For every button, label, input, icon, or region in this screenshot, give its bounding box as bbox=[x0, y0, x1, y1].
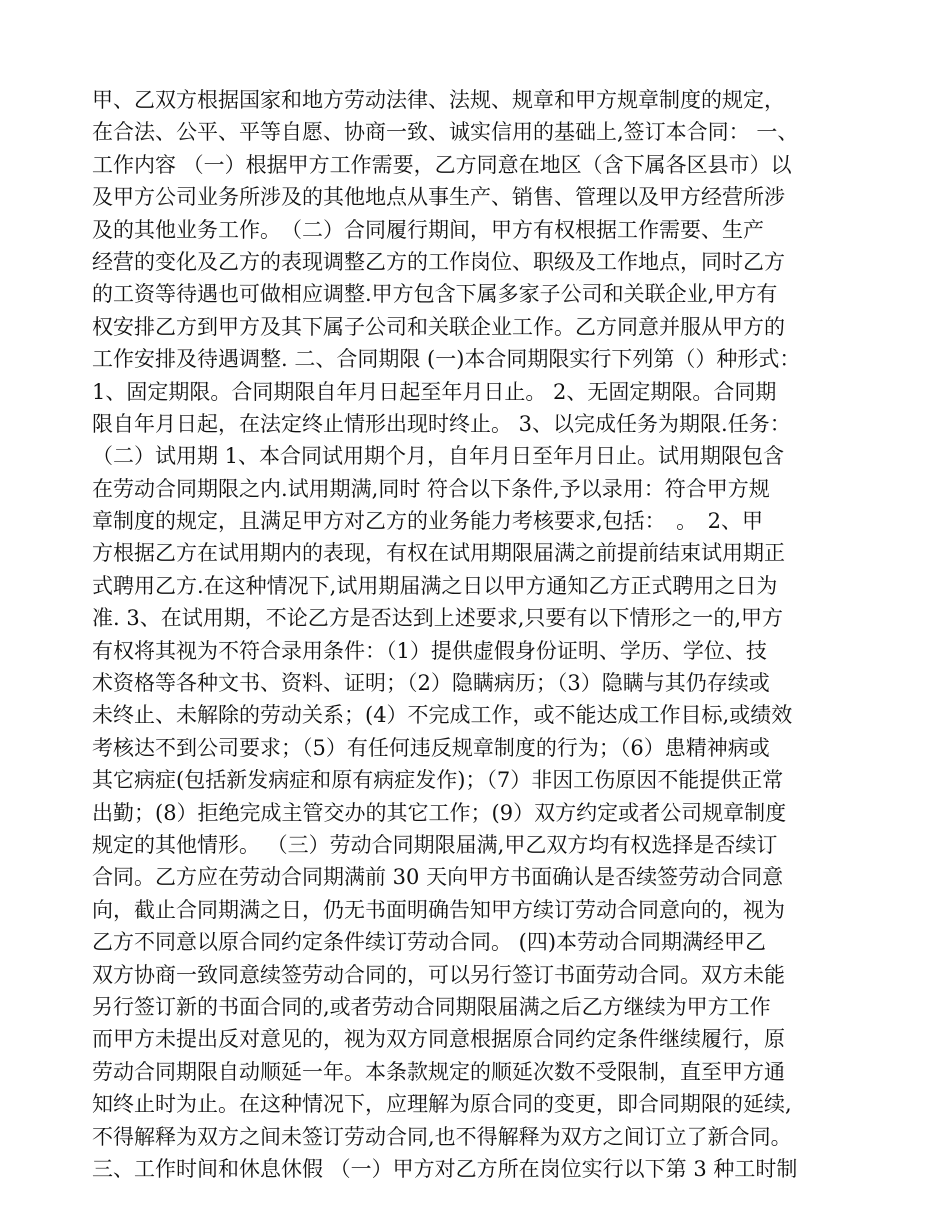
text-line: 乙方不同意以原合同约定条件续订劳动合同。 (四)本劳动合同期满经甲乙 bbox=[92, 930, 767, 955]
text-line: 其它病症(包括新发病症和原有病症发作)；（7）非因工伤原因不能提供正常 bbox=[92, 768, 784, 793]
text-line: 有权将其视为不符合录用条件：（1）提供虚假身份证明、学历、学位、技 bbox=[92, 638, 767, 663]
text-line: 规定的其他情形。 （三）劳动合同期限届满,甲乙双方均有权选择是否续订 bbox=[92, 832, 778, 857]
text-line: 合同。乙方应在劳动合同期满前 30 天向甲方书面确认是否续签劳动合同意 bbox=[92, 865, 784, 890]
text-line: 及的其他业务工作。 （二）合同履行期间，甲方有权根据工作需要、生产 bbox=[92, 217, 764, 242]
text-line: 准. 3、在试用期，不论乙方是否达到上述要求,只要有以下情形之一的,甲方 bbox=[92, 606, 784, 631]
text-line: 方根据乙方在试用期内的表现，有权在试用期限届满之前提前结束试用期正 bbox=[92, 541, 785, 566]
contract-body-text bbox=[92, 84, 864, 1185]
text-line: 出勤；(8）拒绝完成主管交办的其它工作；(9）双方约定或者公司规章制度 bbox=[92, 800, 787, 825]
text-line: 式聘用乙方.在这种情况下,试用期届满之日以甲方通知乙方正式聘用之日为 bbox=[92, 573, 778, 598]
text-line: 甲、乙双方根据国家和地方劳动法律、法规、规章和甲方规章制度的规定， bbox=[92, 88, 785, 112]
text-line: 而甲方未提出反对意见的，视为双方同意根据原合同约定条件继续履行，原 bbox=[92, 1027, 785, 1052]
text-line: 工作安排及待遇调整. 二、合同期限 (一)本合同期限实行下列第（）种形式： bbox=[92, 347, 801, 372]
text-line: （二）试用期 1、本合同试用期个月，自年月日至年月日止。试用期限包含 bbox=[92, 444, 785, 469]
text-line: 劳动合同期限自动顺延一年。本条款规定的顺延次数不受限制，直至甲方通 bbox=[92, 1059, 785, 1084]
text-line: 术资格等各种文书、资料、证明；（2）隐瞒病历；（3）隐瞒与其仍存续或 bbox=[92, 671, 770, 696]
text-line: 限自年月日起，在法定终止情形出现时终止。 3、以完成任务为期限.任务： bbox=[92, 411, 791, 436]
text-line: 章制度的规定，且满足甲方对乙方的业务能力考核要求,包括： 。 2、甲 bbox=[92, 509, 764, 534]
text-line: 及甲方公司业务所涉及的其他地点从事生产、销售、管理以及甲方经营所涉 bbox=[92, 185, 785, 210]
text-line: 经营的变化及乙方的表现调整乙方的工作岗位、职级及工作地点，同时乙方 bbox=[92, 249, 785, 274]
text-line: 的工资等待遇也可做相应调整.甲方包含下属多家子公司和关联企业,甲方有 bbox=[92, 282, 778, 307]
text-line: 未终止、未解除的劳动关系；(4）不完成工作，或不能达成工作目标,或绩效 bbox=[92, 703, 793, 728]
text-line: 在劳动合同期限之内.试用期满,同时 符合以下条件,予以录用：符合甲方规 bbox=[92, 476, 770, 501]
text-line: 知终止时为止。在这种情况下，应理解为原合同的变更，即合同期限的延续, bbox=[92, 1092, 792, 1117]
text-line: 不得解释为双方之间未签订劳动合同,也不得解释为双方之间订立了新合同。 bbox=[92, 1124, 792, 1149]
text-line: 另行签订新的书面合同的,或者劳动合同期限届满之后乙方继续为甲方工作 bbox=[92, 994, 771, 1019]
text-line: 工作内容 （一）根据甲方工作需要，乙方同意在地区（含下属各区县市）以 bbox=[92, 152, 792, 177]
text-line: 三、工作时间和休息休假 （一）甲方对乙方所在岗位实行以下第 3 种工时制 bbox=[92, 1156, 798, 1181]
text-line: 考核达不到公司要求；（5）有任何违反规章制度的行为；（6）患精神病或 bbox=[92, 735, 770, 760]
text-line: 1、固定期限。合同期限自年月日起至年月日止。 2、无固定期限。合同期 bbox=[92, 379, 777, 404]
text-line: 在合法、公平、平等自愿、协商一致、诚实信用的基础上,签订本合同： 一、 bbox=[92, 120, 799, 145]
text-line: 向，截止合同期满之日，仍无书面明确告知甲方续订劳动合同意向的，视为 bbox=[92, 897, 785, 922]
text-line: 权安排乙方到甲方及其下属子公司和关联企业工作。乙方同意并服从甲方的 bbox=[92, 314, 785, 339]
text-line: 双方协商一致同意续签劳动合同的，可以另行签订书面劳动合同。双方未能 bbox=[92, 962, 785, 987]
